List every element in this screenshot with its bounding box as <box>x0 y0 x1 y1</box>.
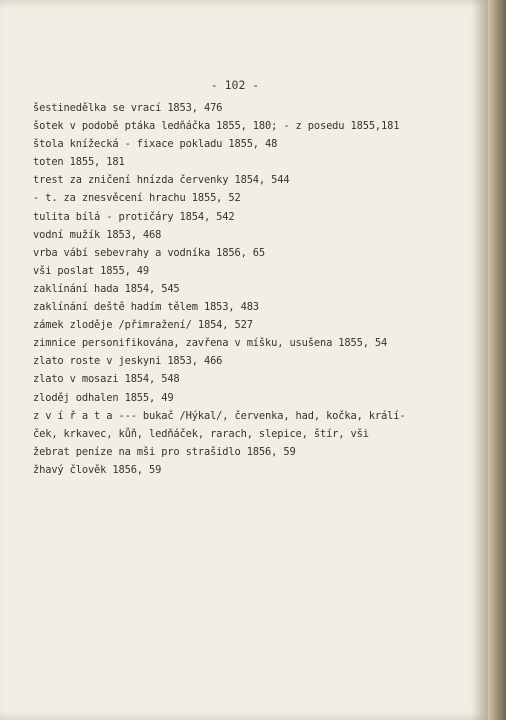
index-entry: zaklínání deště hadím tělem 1853, 483 <box>33 301 259 314</box>
index-entry: šestinedělka se vrací 1853, 476 <box>33 102 223 114</box>
index-entry: vodní mužík 1853, 468 <box>33 228 162 241</box>
index-entry: - t. za znesvěcení hrachu 1855, 52 <box>33 192 241 205</box>
index-entry: zámek zloděje /přimražení/ 1854, 527 <box>33 319 253 332</box>
index-entry-continuation: ček, krkavec, kůň, ledňáček, rarach, slepice, štír, vši <box>33 427 369 440</box>
index-entry: šotek v podobě ptáka ledňáčka 1855, 180; - z posedu 1855,181 <box>33 120 400 133</box>
index-entry: žebrat peníze na mši pro strašidlo 1856, 59 <box>33 445 296 458</box>
index-entry: zlato v mosazi 1854, 548 <box>33 373 180 386</box>
index-entry: trest za zničení hnízda červenky 1854, 544 <box>33 174 290 187</box>
index-entry: zlato roste v jeskyni 1853, 466 <box>33 355 223 368</box>
index-entry: štola knížecká - fixace pokladu 1855, 48 <box>33 138 278 151</box>
index-entry: z v í ř a t a --- bukač /Hýkal/, červenka, had, kočka, králí- <box>33 409 406 422</box>
index-entry: zloděj odhalen 1855, 49 <box>33 391 174 404</box>
index-entry: toten 1855, 181 <box>33 156 125 169</box>
index-entry: vrba vábí sebevrahy a vodníka 1856, 65 <box>33 246 266 259</box>
index-entry: tulita bílá - protičáry 1854, 542 <box>33 210 235 223</box>
index-entry: žhavý člověk 1856, 59 <box>33 463 162 476</box>
index-entry: vši poslat 1855, 49 <box>33 264 150 277</box>
page-edge-shadow <box>470 0 488 720</box>
book-spine <box>488 0 506 720</box>
index-entry: zaklínání hada 1854, 545 <box>33 282 180 295</box>
index-entry-list <box>33 99 405 479</box>
page-number: - 102 - <box>210 78 260 92</box>
index-entry: zimnice personifikována, zavřena v míšku, usušena 1855, 54 <box>33 337 388 350</box>
